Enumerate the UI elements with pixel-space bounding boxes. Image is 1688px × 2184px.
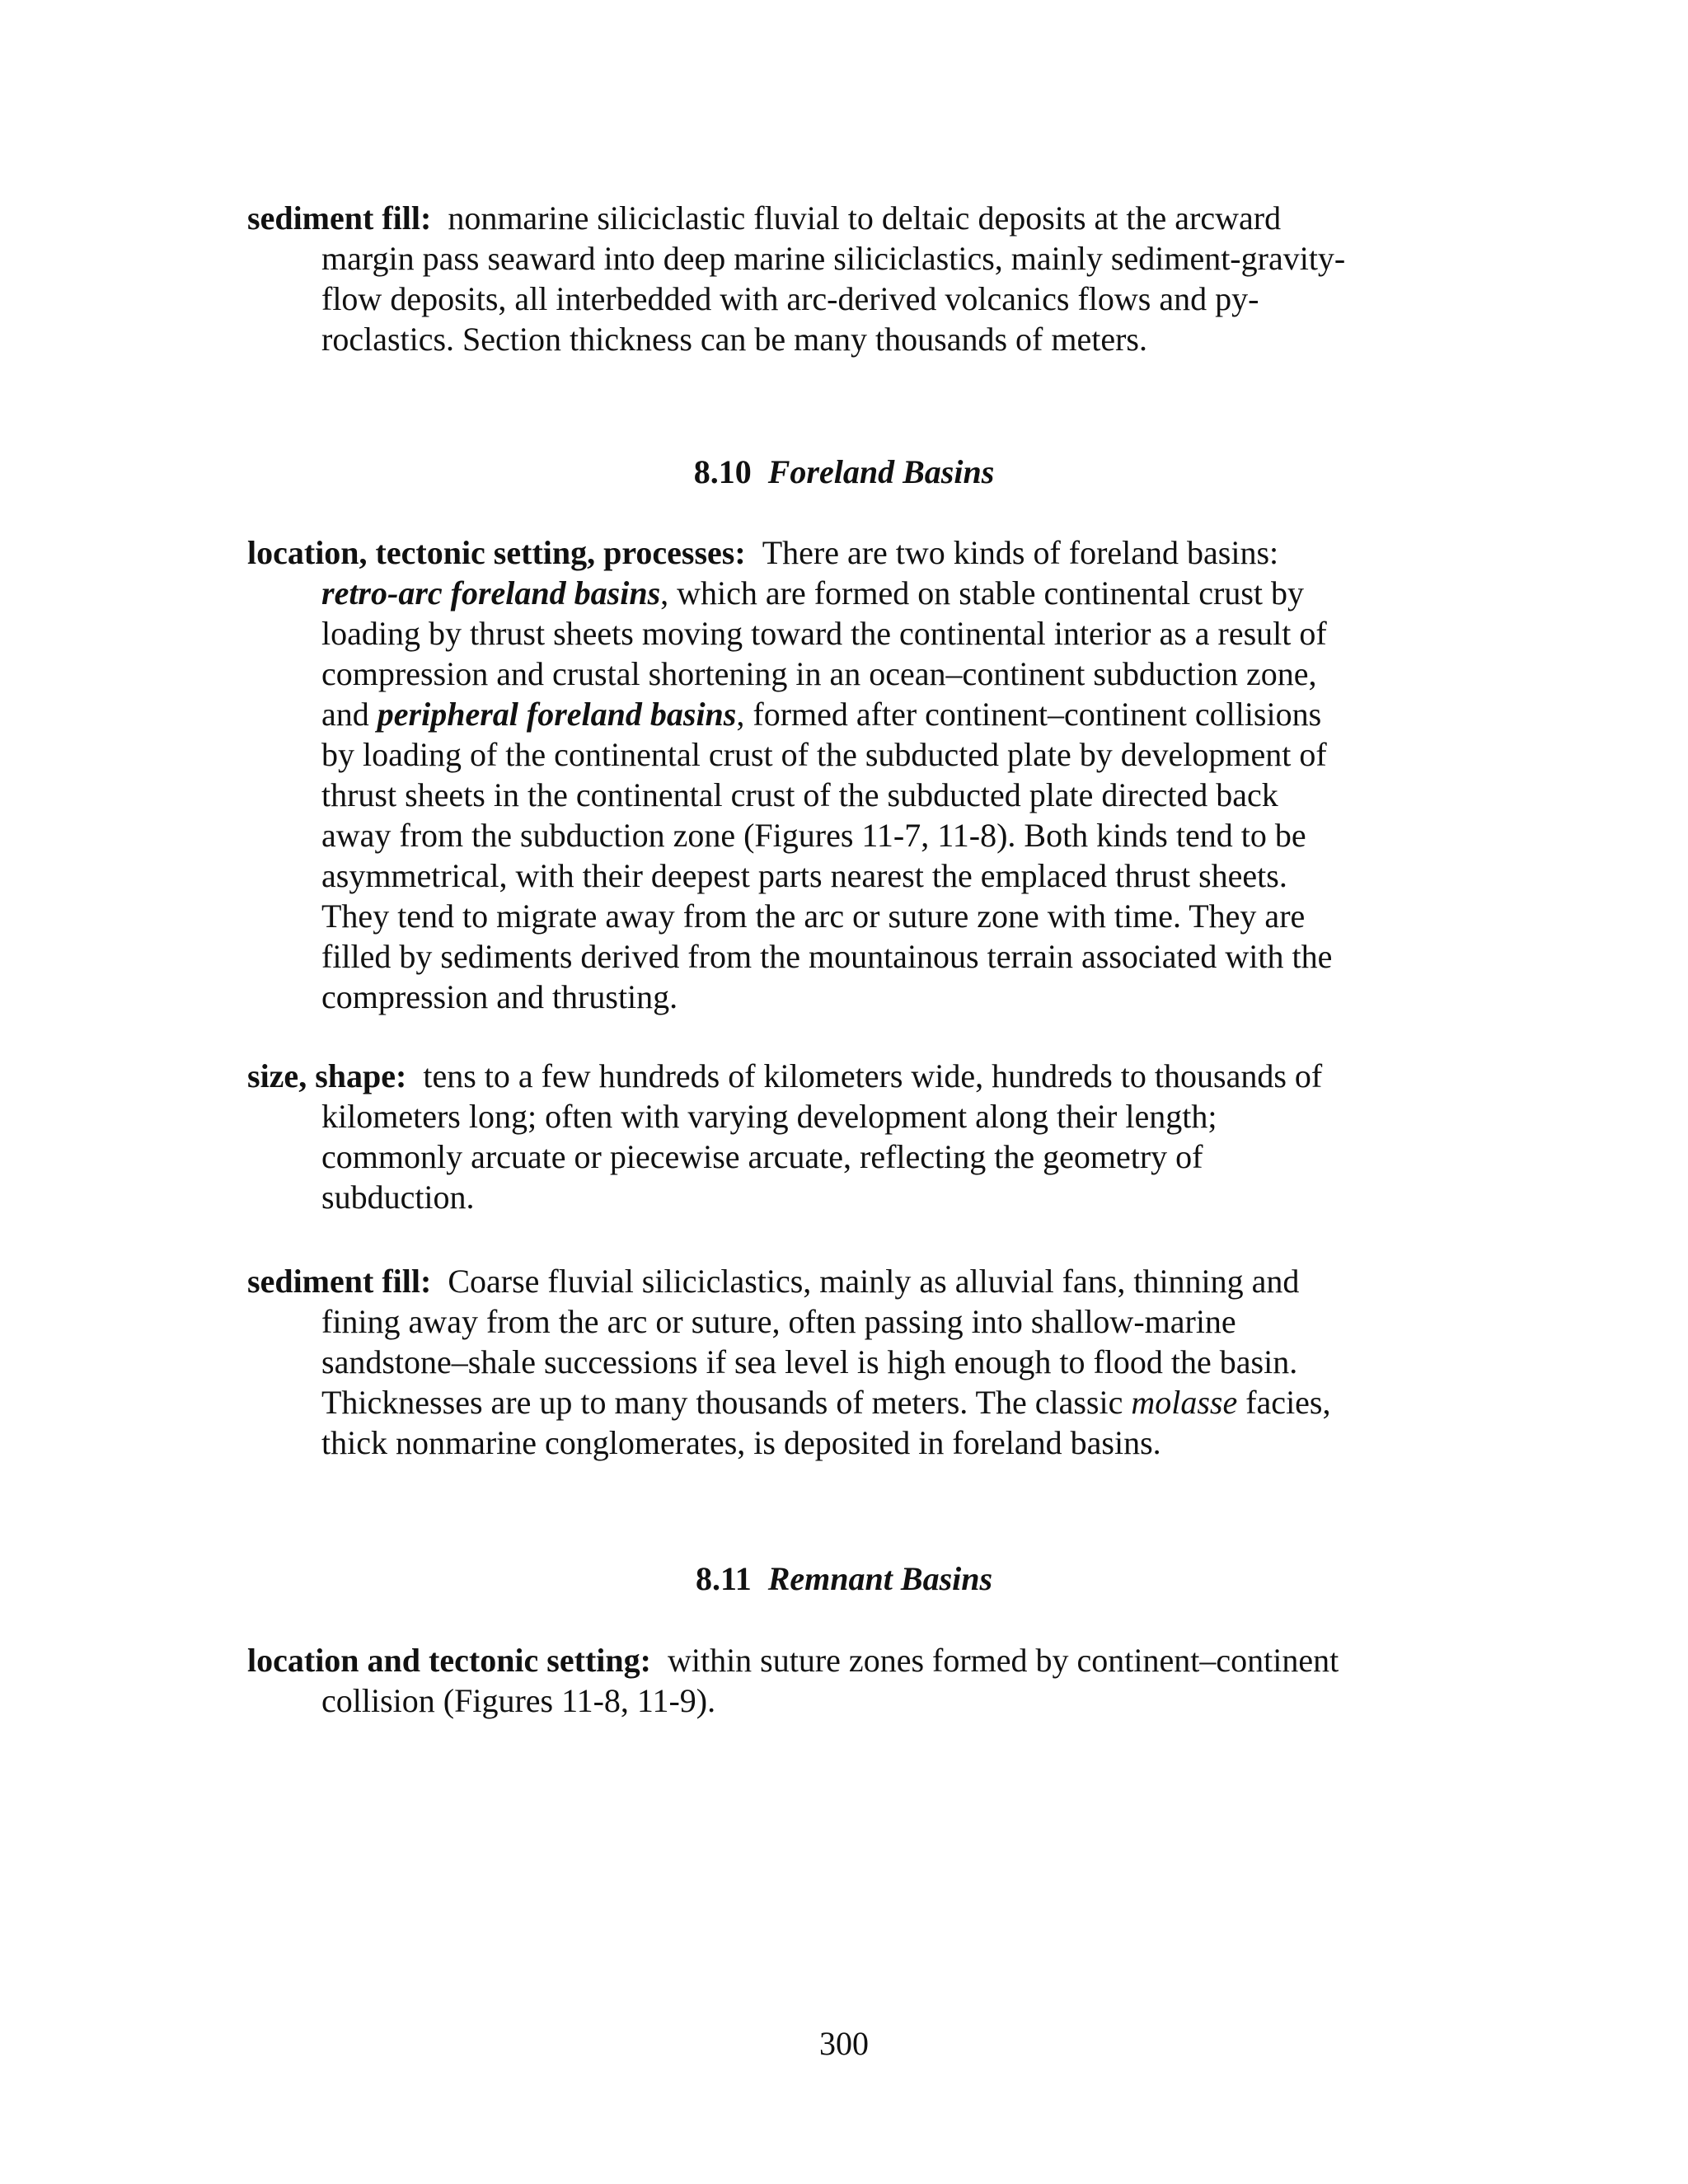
entry-line: collision (Figures 11-8, 11-9).	[321, 1682, 716, 1719]
entry-line: compression and crustal shortening in an ocean–continent subduction zone,	[321, 655, 1317, 692]
entry-line: asymmetrical, with their deepest parts nearest the emplaced thrust sheets.	[321, 857, 1287, 894]
location-setting-processes-entry	[247, 532, 1467, 1017]
entry-line: by loading of the continental crust of the subducted plate by development of	[321, 736, 1327, 773]
entry-text: , formed after continent–continent collisions	[736, 696, 1322, 733]
entry-line	[247, 1640, 1467, 1680]
size-shape-entry	[247, 1056, 1467, 1217]
entry-text: , which are formed on stable continental crust by	[660, 574, 1304, 612]
entry-line: roclastics. Section thickness can be many thousands of meters.	[321, 321, 1147, 358]
entry-line: thick nonmarine conglomerates, is deposited in foreland basins.	[321, 1424, 1161, 1461]
entry-text: facies,	[1237, 1384, 1331, 1421]
entry-term: sediment fill:	[247, 1263, 432, 1300]
entry-text: Coarse fluvial siliciclastics, mainly as alluvial fans, thinning and	[448, 1263, 1300, 1300]
entry-text: tens to a few hundreds of kilometers wide, hundreds to thousands of	[423, 1057, 1323, 1094]
entry-line: fining away from the arc or suture, often passing into shallow-marine	[321, 1303, 1236, 1340]
sediment-fill-entry-2	[247, 1261, 1467, 1463]
entry-line: compression and thrusting.	[321, 978, 678, 1015]
entry-term: location, tectonic setting, processes:	[247, 534, 746, 571]
entry-line	[247, 198, 1467, 238]
section-title: Foreland Basins	[767, 453, 995, 490]
entry-text: within suture zones formed by continent–continent	[667, 1642, 1339, 1679]
entry-line: subduction.	[321, 1179, 475, 1216]
entry-line: sandstone–shale successions if sea level is high enough to flood the basin.	[321, 1343, 1298, 1380]
entry-line: loading by thrust sheets moving toward the continental interior as a result of	[321, 615, 1327, 652]
entry-line: filled by sediments derived from the mountainous terrain associated with the	[321, 938, 1333, 975]
section-number: 8.10	[693, 453, 752, 490]
section-number: 8.11	[695, 1560, 752, 1597]
entry-line	[247, 694, 1467, 734]
retro-arc-term: retro-arc foreland basins	[321, 574, 661, 612]
entry-line: They tend to migrate away from the arc or suture zone with time. They are	[321, 898, 1306, 935]
entry-line	[247, 1382, 1467, 1422]
entry-text: and	[321, 696, 377, 733]
entry-line	[247, 1056, 1467, 1096]
entry-line: kilometers long; often with varying development along their length;	[321, 1098, 1217, 1135]
entry-line: margin pass seaward into deep marine siliciclastics, mainly sediment-gravity-	[321, 240, 1346, 277]
entry-term: size, shape:	[247, 1057, 407, 1094]
entry-line: commonly arcuate or piecewise arcuate, reflecting the geometry of	[321, 1138, 1203, 1175]
section-heading-8-11	[0, 1558, 1688, 1599]
entry-line	[247, 532, 1467, 573]
section-heading-8-10	[0, 452, 1688, 492]
peripheral-term: peripheral foreland basins	[377, 696, 737, 733]
molasse-term: molasse	[1131, 1384, 1238, 1421]
location-setting-entry	[247, 1640, 1467, 1721]
entry-text: Thicknesses are up to many thousands of meters. The classic	[321, 1384, 1132, 1421]
entry-line: thrust sheets in the continental crust of the subducted plate directed back	[321, 776, 1278, 813]
entry-line: flow deposits, all interbedded with arc-derived volcanics flows and py-	[321, 280, 1259, 317]
entry-text: nonmarine siliciclastic fluvial to deltaic deposits at the arcward	[448, 199, 1282, 237]
sediment-fill-entry-1	[247, 198, 1467, 359]
entry-line	[247, 1261, 1467, 1301]
entry-term: sediment fill:	[247, 199, 432, 237]
entry-term: location and tectonic setting:	[247, 1642, 651, 1679]
entry-line: away from the subduction zone (Figures 11-7, 11-8). Both kinds tend to be	[321, 817, 1306, 854]
entry-text: There are two kinds of foreland basins:	[762, 534, 1279, 571]
section-title: Remnant Basins	[767, 1560, 993, 1597]
page-number: 300	[819, 2025, 869, 2062]
entry-line	[247, 573, 1467, 613]
